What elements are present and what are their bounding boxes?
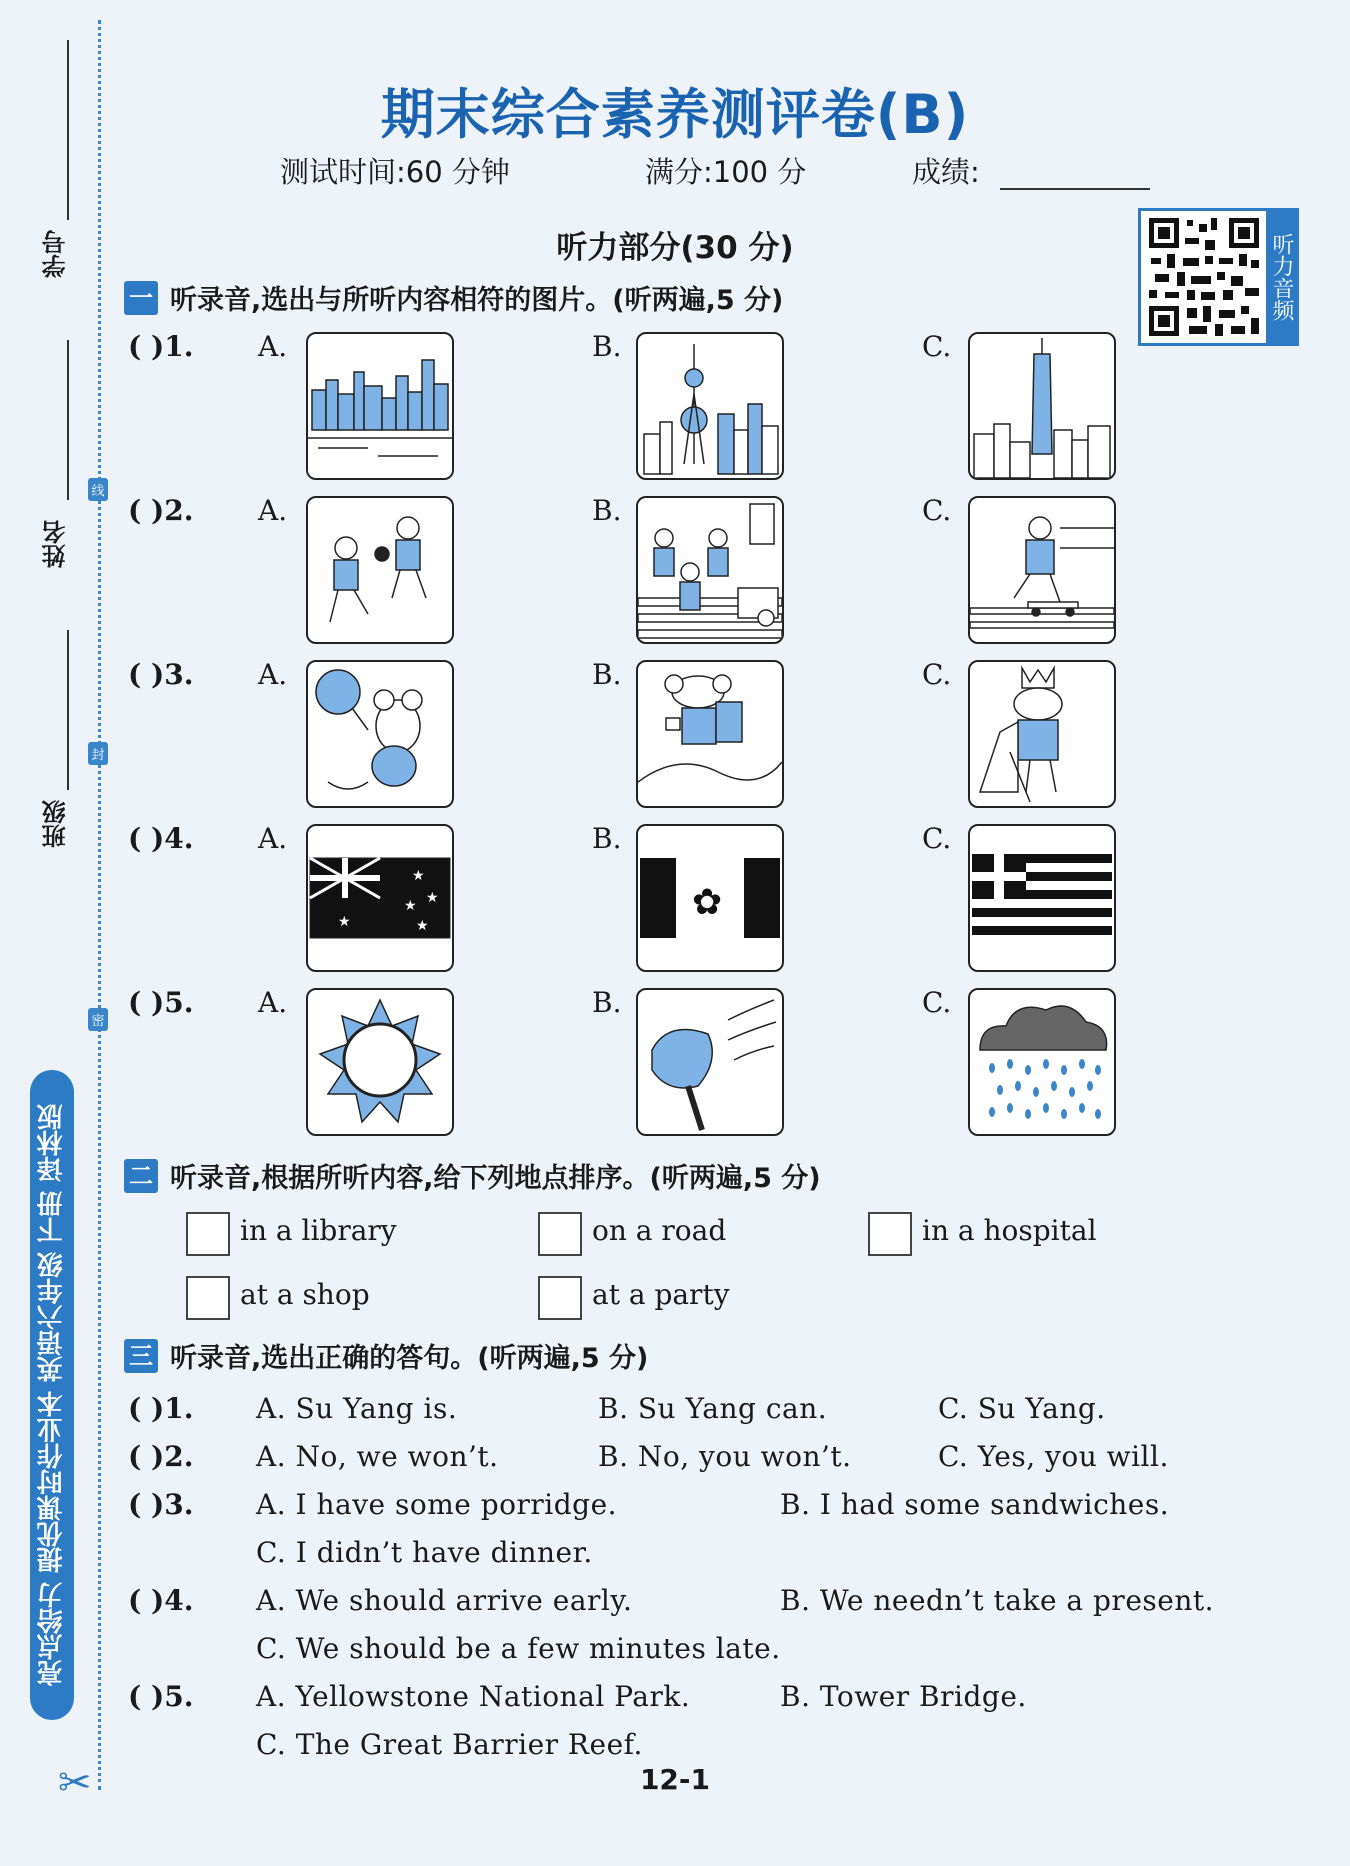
- section2-text: 听录音,根据所听内容,给下列地点排序。(听两遍,5 分): [170, 1163, 821, 1194]
- s1-q1-pic-b[interactable]: [636, 332, 784, 480]
- s1-q3-opt-b: B.: [592, 658, 622, 691]
- svg-text:✿: ✿: [692, 882, 723, 923]
- student-no-label: 学号: [42, 230, 70, 278]
- svg-text:★: ★: [404, 898, 417, 914]
- s1-q4-pic-a[interactable]: [306, 824, 454, 972]
- section3-text: 听录音,选出正确的答句。(听两遍,5 分): [170, 1343, 649, 1374]
- s3-q2-label[interactable]: ( )2.: [128, 1440, 194, 1473]
- mouse-tennis-icon: [308, 662, 452, 806]
- order-box[interactable]: [538, 1212, 582, 1256]
- listening-heading: 听力部分(30 分): [556, 230, 794, 266]
- s1-q1-opt-c: C.: [922, 330, 952, 363]
- s3-q5-a: A. Yellowstone National Park.: [256, 1680, 691, 1713]
- section3-heading: [124, 1336, 648, 1375]
- s3-q1-a: A. Su Yang is.: [256, 1392, 458, 1425]
- s1-q2-opt-c: C.: [922, 494, 952, 527]
- s3-q4-c: C. We should be a few minutes late.: [256, 1632, 781, 1665]
- order-box[interactable]: [186, 1212, 230, 1256]
- greece-flag-icon: [970, 826, 1114, 970]
- place-label: at a party: [592, 1278, 730, 1311]
- seal-tag: 封: [88, 742, 108, 765]
- name-line: [67, 340, 69, 500]
- playing-football-icon: [308, 498, 452, 642]
- seal2-tag: 密: [88, 1008, 108, 1031]
- tv-tower-icon: [638, 334, 782, 478]
- qr-code-icon: [1145, 214, 1263, 340]
- s1-q2-pic-b[interactable]: [636, 496, 784, 644]
- s1-q4-opt-c: C.: [922, 822, 952, 855]
- s3-q3-a: A. I have some porridge.: [256, 1488, 618, 1521]
- mouse-hiking-icon: [638, 662, 782, 806]
- s1-q3-opt-a: A.: [258, 658, 288, 691]
- svg-text:★: ★: [412, 868, 425, 884]
- section1-text: 听录音,选出与所听内容相符的图片。(听两遍,5 分): [170, 285, 784, 316]
- place-label: in a hospital: [922, 1214, 1097, 1247]
- svg-text:★: ★: [338, 914, 351, 930]
- s1-q5-opt-a: A.: [258, 986, 288, 1019]
- page-title: 期末综合素养测评卷(B): [380, 83, 970, 146]
- class-line: [67, 630, 69, 790]
- crossing-road-icon: [638, 498, 782, 642]
- s1-q2-label[interactable]: ( )2.: [128, 494, 194, 527]
- s1-q2-pic-a[interactable]: [306, 496, 454, 644]
- order-box[interactable]: [868, 1212, 912, 1256]
- order-box[interactable]: [538, 1276, 582, 1320]
- s1-q1-opt-b: B.: [592, 330, 622, 363]
- section1-heading: [124, 278, 783, 317]
- s3-q5-b: B. Tower Bridge.: [780, 1680, 1027, 1713]
- s1-q2-opt-a: A.: [258, 494, 288, 527]
- s1-q3-pic-b[interactable]: [636, 660, 784, 808]
- canada-flag-icon: [638, 826, 782, 970]
- s1-q1-label[interactable]: ( )1.: [128, 330, 194, 363]
- section2-heading: [124, 1156, 821, 1195]
- page-number: 12-1: [639, 1763, 711, 1796]
- section2-number: 二: [124, 1159, 158, 1193]
- s3-q5-label[interactable]: ( )5.: [128, 1680, 194, 1713]
- s1-q4-opt-a: A.: [258, 822, 288, 855]
- section3-number: 三: [124, 1339, 158, 1373]
- s1-q5-label[interactable]: ( )5.: [128, 986, 194, 1019]
- s1-q5-pic-b[interactable]: [636, 988, 784, 1136]
- city-skyline-icon: [308, 334, 452, 478]
- skateboarding-icon: [970, 498, 1114, 642]
- s1-q4-opt-b: B.: [592, 822, 622, 855]
- s3-q1-b: B. Su Yang can.: [598, 1392, 828, 1425]
- s3-q1-c: C. Su Yang.: [938, 1392, 1106, 1425]
- s1-q5-opt-b: B.: [592, 986, 622, 1019]
- australia-flag-icon: [308, 826, 452, 970]
- rain-cloud-icon: [970, 990, 1114, 1134]
- s1-q1-opt-a: A.: [258, 330, 288, 363]
- s3-q2-c: C. Yes, you will.: [938, 1440, 1169, 1473]
- grade-label: 成绩:: [912, 155, 980, 189]
- qr-code[interactable]: [1138, 208, 1299, 346]
- s1-q1-pic-c[interactable]: [968, 332, 1116, 480]
- s1-q3-pic-a[interactable]: [306, 660, 454, 808]
- section1-number: 一: [124, 281, 158, 315]
- s1-q5-pic-a[interactable]: [306, 988, 454, 1136]
- s1-q2-opt-b: B.: [592, 494, 622, 527]
- s3-q3-label[interactable]: ( )3.: [128, 1488, 194, 1521]
- line-tag: 线: [88, 478, 108, 501]
- binding-dotted-line: [98, 20, 101, 1790]
- name-label: 姓名: [42, 520, 70, 568]
- s1-q5-pic-c[interactable]: [968, 988, 1116, 1136]
- place-label: at a shop: [240, 1278, 370, 1311]
- s3-q2-b: B. No, you won’t.: [598, 1440, 852, 1473]
- s3-q2-a: A. No, we won’t.: [256, 1440, 499, 1473]
- place-label: in a library: [240, 1214, 397, 1247]
- class-label: 班级: [42, 800, 70, 848]
- s1-q4-label[interactable]: ( )4.: [128, 822, 194, 855]
- s3-q4-b: B. We needn’t take a present.: [780, 1584, 1215, 1617]
- svg-text:★: ★: [416, 918, 429, 934]
- s3-q1-label[interactable]: ( )1.: [128, 1392, 194, 1425]
- s1-q3-pic-c[interactable]: [968, 660, 1116, 808]
- s3-q4-label[interactable]: ( )4.: [128, 1584, 194, 1617]
- s1-q2-pic-c[interactable]: [968, 496, 1116, 644]
- s1-q4-pic-c[interactable]: [968, 824, 1116, 972]
- s3-q3-c: C. I didn’t have dinner.: [256, 1536, 593, 1569]
- mouse-king-icon: [970, 662, 1114, 806]
- sun-icon: [308, 990, 452, 1134]
- s1-q3-label[interactable]: ( )3.: [128, 658, 194, 691]
- s3-q5-c: C. The Great Barrier Reef.: [256, 1728, 643, 1761]
- s1-q1-pic-a[interactable]: [306, 332, 454, 480]
- skyscraper-icon: [970, 334, 1114, 478]
- s1-q5-opt-c: C.: [922, 986, 952, 1019]
- svg-text:★: ★: [426, 890, 439, 906]
- s3-q3-b: B. I had some sandwiches.: [780, 1488, 1170, 1521]
- s1-q4-pic-b[interactable]: [636, 824, 784, 972]
- scissors-icon: ✂: [58, 1760, 92, 1806]
- s1-q3-opt-c: C.: [922, 658, 952, 691]
- test-time: 测试时间:60 分钟: [280, 155, 510, 189]
- order-box[interactable]: [186, 1276, 230, 1320]
- grade-blank[interactable]: [1000, 188, 1150, 190]
- place-label: on a road: [592, 1214, 727, 1247]
- s3-q4-a: A. We should arrive early.: [256, 1584, 633, 1617]
- series-banner: 亮点给力 提优课时作业本 英语六年级 下册 译林版: [30, 1070, 74, 1720]
- full-score: 满分:100 分: [645, 155, 807, 189]
- qr-label: 听力音频: [1266, 211, 1296, 343]
- windy-tree-icon: [638, 990, 782, 1134]
